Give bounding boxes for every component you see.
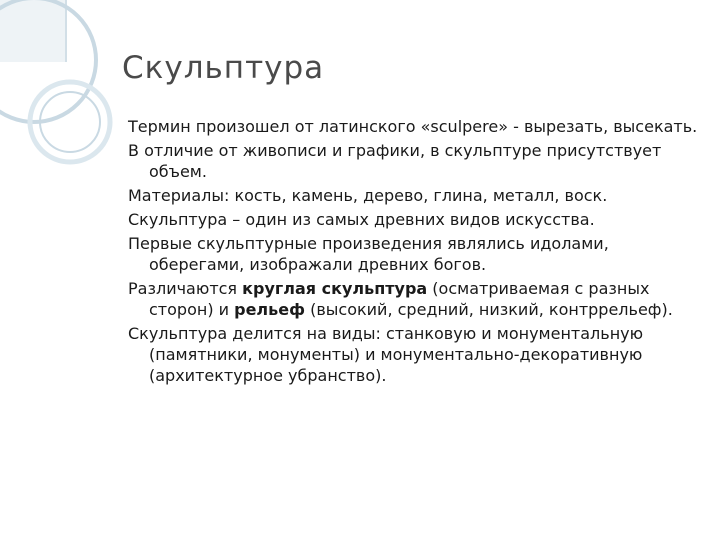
bullet-text: (осматриваемая с разных сторон) и (149, 279, 650, 319)
bullet-item: В отличие от живописи и графики, в скульптуре присутствует объем. (128, 141, 662, 181)
bullet-item: Материалы: кость, камень, дерево, глина, металл, воск. (128, 186, 608, 205)
bold-term-relief: рельеф (234, 300, 305, 319)
bullet-item: Термин произошел от латинского «sculpere» - вырезать, высекать. (128, 117, 698, 136)
bullet-list (128, 116, 708, 389)
slide-title: Скульптура (122, 50, 325, 86)
decor-corner-panel (0, 0, 66, 62)
bullet-item: Скульптура – один из самых древних видов искусства. (128, 210, 595, 229)
bullet-text: Различаются (128, 279, 243, 298)
bold-term-round-sculpture: круглая скульптура (242, 279, 428, 298)
bullet-text: (высокий, средний, низкий, контррельеф). (305, 300, 673, 319)
bullet-item: Скульптура делится на виды: станковую и монументальную (памятники, монументы) и монументально-декоративную (архитектурное убранство). (128, 324, 644, 385)
bullet-item: Первые скульптурные произведения являлись идолами, оберегами, изображали древних богов. (128, 234, 609, 274)
bullet-item (128, 278, 708, 320)
